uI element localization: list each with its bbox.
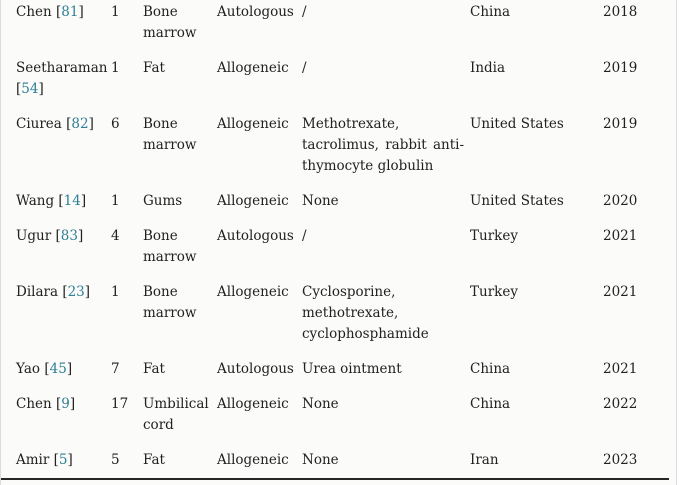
table-row — [1, 443, 669, 479]
citation-bracket-close: ] — [67, 452, 73, 468]
cell-year: 2019 — [603, 60, 638, 76]
citation-ref-link[interactable]: 45 — [49, 361, 67, 377]
cell-year: 2018 — [603, 4, 638, 20]
citation-bracket-close: ] — [78, 4, 84, 20]
author-cell — [1, 275, 111, 352]
citation-bracket-close: ] — [69, 396, 76, 412]
cell-treatment: None — [302, 193, 339, 209]
citation-ref-link[interactable]: 14 — [63, 193, 81, 209]
citation-bracket-close: ] — [38, 81, 44, 97]
cell-source: Fat — [143, 452, 165, 468]
cell-country: India — [470, 60, 506, 76]
citation-bracket-open: [ — [58, 193, 64, 209]
patient-count-cell: 5 — [111, 452, 120, 468]
table-row — [1, 219, 669, 275]
citation-bracket-open: [ — [56, 396, 62, 412]
citation-bracket-open: [ — [56, 4, 62, 20]
author-cell — [1, 184, 111, 219]
cell-treatment: Cyclosporine, methotrexate, cyclophosphamide — [302, 284, 429, 342]
cell-graft-type: Allogeneic — [217, 116, 289, 132]
cell-source: Bone marrow — [143, 284, 197, 321]
author-cell — [1, 352, 111, 387]
author-cell — [1, 219, 111, 275]
cell-treatment: None — [302, 396, 339, 412]
author-cell — [1, 443, 111, 479]
patient-count-cell: 4 — [111, 228, 120, 244]
cell-country: Turkey — [470, 228, 518, 244]
cell-year: 2021 — [603, 361, 638, 377]
cell-graft-type: Allogeneic — [217, 396, 289, 412]
citation-bracket-open: [ — [66, 116, 72, 132]
cell-country: Turkey — [470, 284, 518, 300]
table-row — [1, 51, 669, 107]
cell-source: Fat — [143, 60, 165, 76]
table-row — [1, 0, 669, 51]
author-cell — [1, 387, 111, 443]
cell-graft-type: Allogeneic — [217, 284, 289, 300]
patient-count-cell: 6 — [111, 116, 120, 132]
table-row — [1, 107, 669, 184]
cell-year: 2021 — [603, 284, 638, 300]
clinical-studies-table — [1, 0, 669, 480]
author-cell — [1, 51, 111, 107]
citation-ref-link[interactable]: 54 — [21, 81, 39, 97]
citation-bracket-open: [ — [53, 452, 59, 468]
citation-ref-link[interactable]: 9 — [61, 396, 70, 412]
citation-bracket-open: [ — [55, 228, 61, 244]
cell-country: China — [470, 396, 511, 412]
cell-year: 2019 — [603, 116, 638, 132]
cell-source: Umbilical cord — [143, 396, 209, 433]
cell-treatment: Urea ointment — [302, 361, 402, 377]
citation-bracket-close: ] — [77, 228, 84, 244]
citation-ref-link[interactable]: 5 — [58, 452, 68, 468]
cell-graft-type: Allogeneic — [217, 193, 289, 209]
cell-source: Bone marrow — [143, 4, 197, 41]
author-name: Amir — [16, 452, 50, 468]
cell-source: Bone marrow — [143, 228, 197, 265]
cell-year: 2021 — [603, 228, 638, 244]
author-name: Chen — [16, 4, 52, 20]
patient-count-cell: 7 — [111, 361, 120, 377]
citation-bracket-close: ] — [66, 361, 73, 377]
cell-treatment: Methotrexate, tacrolimus, rabbit anti-thymocyte globulin — [302, 116, 464, 174]
citation-bracket-open: [ — [62, 284, 68, 300]
cell-treatment: / — [302, 60, 307, 76]
cell-country: United States — [470, 193, 564, 209]
table-row — [1, 275, 669, 352]
citation-ref-link[interactable]: 23 — [67, 284, 85, 300]
cell-source: Fat — [143, 361, 165, 377]
cell-country: Iran — [470, 452, 499, 468]
author-cell — [1, 0, 111, 51]
patient-count-cell: 1 — [111, 4, 120, 20]
patient-count-cell: 17 — [111, 396, 129, 412]
table-row — [1, 184, 669, 219]
patient-count-cell: 1 — [111, 193, 120, 209]
cell-source: Bone marrow — [143, 116, 197, 153]
citation-ref-link[interactable]: 83 — [60, 228, 78, 244]
cell-graft-type: Allogeneic — [217, 60, 289, 76]
citation-bracket-close: ] — [80, 193, 87, 209]
author-name: Dilara — [16, 284, 59, 300]
cell-treatment: / — [302, 4, 307, 20]
citation-ref-link[interactable]: 81 — [61, 4, 79, 20]
author-name: Yao — [16, 361, 41, 377]
citation-bracket-close: ] — [84, 284, 91, 300]
cell-source: Gums — [143, 193, 183, 209]
cell-country: China — [470, 361, 511, 377]
cell-treatment: None — [302, 452, 339, 468]
cell-year: 2020 — [603, 193, 638, 209]
cell-graft-type: Autologous — [217, 228, 294, 244]
author-name: Chen — [16, 396, 52, 412]
cell-country: China — [470, 4, 511, 20]
cell-treatment: / — [302, 228, 307, 244]
citation-bracket-open: [ — [16, 81, 22, 97]
table-row — [1, 387, 669, 443]
citation-bracket-close: ] — [88, 116, 94, 132]
author-name: Ugur — [16, 228, 52, 244]
author-name: Seetharaman — [16, 60, 108, 76]
cell-year: 2022 — [603, 396, 638, 412]
author-cell — [1, 107, 111, 184]
patient-count-cell: 1 — [111, 60, 120, 76]
author-name: Wang — [16, 193, 55, 209]
cell-country: United States — [470, 116, 564, 132]
author-name: Ciurea — [16, 116, 62, 132]
patient-count-cell: 1 — [111, 284, 120, 300]
citation-ref-link[interactable]: 82 — [71, 116, 89, 132]
cell-graft-type: Allogeneic — [217, 452, 289, 468]
table-row — [1, 352, 669, 387]
table-body — [1, 0, 669, 479]
cell-graft-type: Autologous — [217, 361, 294, 377]
citation-bracket-open: [ — [44, 361, 50, 377]
cell-year: 2023 — [603, 452, 638, 468]
cell-graft-type: Autologous — [217, 4, 294, 20]
